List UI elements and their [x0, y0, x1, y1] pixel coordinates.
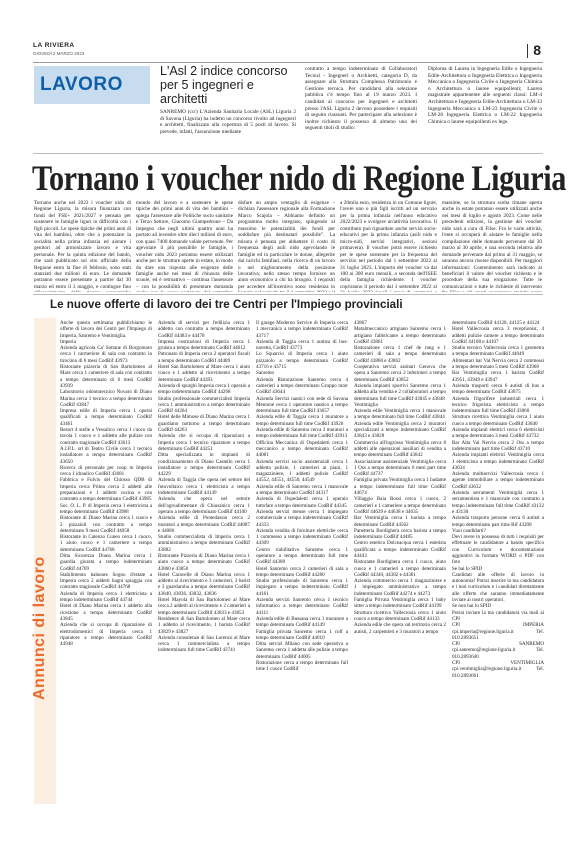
article-col1: Tornano anche nel 2023 i voucher nido di Regione Liguria, la misura finanziata con fondi del FSE+ 2021/2027 e pensata per sostenere le famiglie liguri in difficoltà con i figli piccoli. Le spese tipiche dei primi anni di vita dei bambini, oltre che a potenziare la socialità nella prima infanzia ed aiutare i genitori ad armonizzare lavoro e vita personale. Per la quinta edizione del bando, che sarà pubblicato sul sito ufficiale della Regione entro la fine di febbraio, sono stati stanziati due milioni di euro. Le domande potranno essere presentate a partire dal 30 marzo ed entro il 3 maggio, e contingue fino: [34, 200, 131, 290]
ads-col4: 43867 Metalmeccanico artigiano Sanremo cerca 1 artigiano fabbricante a tempo determinato CodRif 43861 Ristorazione cerca 1 chef de rang e 1 camerieri di sala a tempo determinato CodRif 43860 e 43862 Cooperativa servizi sanitari Genova che opera a Sanremo cerca 2 infermieri a tempo determinato CodRif 43852 Azienda impianti sportivi Sanremo cerca 1 addetta alla vendita e 2 collaboratori a tempo determinato full time CodRif 43845 e 43848 Ventimiglia Azienda edile Ventimiglia cerca 1 manovale a tempo determinato full time CodRif 43844 Azienda edile Ventimiglia cerca 2 muratori specializzati a tempo indeterminato CodRif 43843 e 43828 Commercio all'ingrosso Ventimiglia cerca 8 addetti alle operazioni ausiliari di vendita a tempo determinato CodRif 43842 Associazione assistenziale Ventimiglia cerca 1 Oss a tempo determinato 6 mesi part time CodRif 44737 Famiglia privata Ventimiglia cerca 1 badante a tempo indeterminato full time CodRif 44674 Villaggio Baia Rossi cerca 1 cuoco, 2 camerieri e 1 cameriere a tempo determinato CodRif 44639 e 44638 e 44635 Bar Ventimiglia cerca 1 barista a tempo determinato CodRif 44562 Panetteria Bordighera cerca barista a tempo indeterminato CodRif 44485 Centro estetico Dolceacqua cerca 1 estetista qualificata a tempo indeterminato CodRif 44443 Ristorante Bordighera cerca 1 cuoco, aiuto cuoco e 1 camerieri a tempo determinato CodRif 44340, 44382 e 44361 Azienda commercio cerca 1 magazziniere e 1 impiegato amministrativo a tempo indeterminato CodRif 44274 e 44273 Famiglia Privata Ventimiglia cerca 1 baby sitter a tempo indeterminato CodRif 44199 Struttura ricettiva Vallecrosia cerca 1 aiuto cuoco a tempo determinato CodRif 44133 Azienda edile che opera sul territorio cerca 2 autisti, 2 carpentieri e 3 muratori a tempo: [354, 320, 446, 635]
sidebar-col3: Diploma di Laurea in Ingegneria Edile o Ingegneria Edile-Architettura o Ingegneria Elettrica o Ingegneria Meccanica o Ingegneria Civile o Ingegneria Chimica o Architettura o lauree equipollenti; Laurea magistrale appartenente alle seguenti classi: LM-4 Architettura e Ingegneria Edile-Architettura o LM-33 Ingegneria Meccanica o LM-23 Ingegneria Civile o LM-28 Ingegneria Elettrica o LM-22 Ingegneria Chimica o lauree equipollenti ex lege.: [428, 66, 542, 125]
section-label: LAVORO: [34, 66, 150, 104]
article-col3: disfare un ampio ventaglio di esigenze – dichiara l'assessore regionale alla Formazione Marco Scajola – Abbiamo definito un programma molto integrato, spingendo al massimo le potenzialità dei fondi per soddisfare più destinatari possibile”. La misura è pensata per abbattere il costo di frequenza degli asili nido agevolando le famiglie ed in particolare le donne, allegerite dai carichi familiari, nella ricerca di un lavoro o nel miglioramento della posizione lavorativa; nello stesso tempo fornisce un aiuto economico a chi ha bisogno. I requisiti per accedere all'incentivo sono: residenza in: [238, 200, 335, 290]
main-headline: Tornano i voucher nido di Regione Liguria: [32, 158, 566, 198]
page-number: 8: [533, 42, 541, 58]
vertical-label: Annunci di lavoro: [31, 556, 48, 700]
page-header: [33, 42, 543, 63]
ads-col3: Il garage Moderno Service di Imperia cerca 1 meccanico a tempo indeterminato CodRif 43717 Azienda di Taggia cerca 1 autista di bus-navetta, CodRif 43773 Lo Squarcio di Imperia cerca 1 aiuto pizzaiolo a tempo determinato CodRif 43716 e 43715 Sanremo Azienda Ristorazione Sanremo cerca 4 camerieri a tempo determinato Gruppo tutor CodRif 43644 Azienda Servizi nautici con sede di Savona Mentone cerca 1 operatore nautico a tempo determinato full time CodRif 43657 Azienda edile di Taggia cerca 1 muratore a tempo determinato full time CodRif 43926 Azienda edile di Sanremo cerca 3 muratori a tempo indeterminato full time CodRif 43913 Officina Meccanica di Ospedaletti cerca 1 meccanico a tempo determinato CodRif 44081 Azienda servizi socio assistenziali cerca 1 addetta pulizie, 1 camerieri ai piani, 1 magazziniere, 1 addetti pulizie CodRif 44552, 44551, 44550, 44549 Azienda edile di Sanremo cerca 1 manovale a tempo determinato CodRif 44317 Azienda di Ospedaletti cerca 1 operaio tuttofare a tempo determinato CodRif 44345 Azienda servizi mense cerca 1 impiegato commerciale a tempo indeterminato CodRif 44333 Azienda vendita di forniture elettriche cerca 1 commesso a tempo indeterminato CodRif 44309 Centro riabilitativo Sanremo cerca 1 operatore a tempo determinato full time CodRif 44308 Hotel Sanremo cerca 2 camerieri di sala a tempo determinato CodRif 44280 Studio professionale di Sanremo cerca 1 impiegato a tempo indeterminato CodRif 44161 Azienda servizi Sanremo cerca 1 tecnico informatico a tempo determinato CodRif 44111 Azienda edile di Bussana cerca 1 muratore a tempo determinato CodRif 44149 Famiglia privata Sanremo cerca 1 colf a tempo determinato CodRif 44010 Ditta servizi Milano con sede operativa a Sanremo cerca 1 addetta alle pulizie a tempo determinato CodRif 44005 Ristorazione cerca a tempo determinato full time 1 cuoco CodRif: [256, 320, 348, 673]
divider: [33, 153, 543, 154]
ads-col2: Azienda di servizi per l'edilizia cerca 1 addetto con contratto a tempo determinato CodRif 44483 e 44478 Impresa costruzioni di Imperia cerca 1 gruista a tempo determinato CodRif 44612 Patronato di Imperia cerca 2 operatori fiscali a tempo determinato CodRif 44489 Hotel San Bartolomeo al Mare cerca 1 aiuto cuoco e 1 addetto al ricevimento a tempo determinato CodRif 44393 Azienda di spurghi Imperia cerca 1 operaio a tempo indeterminato CodRif 44268 Studio professionale commercialisti Imperia cerca 1 amministrativo a tempo determinato CodRif 44264 Hotel delle Mimose di Diano Marina cerca 1 guardiano notturno a tempo determinato CodRif 44263 Azienda che si occupa di riparazioni a Imperia cerca 1 tecnico riparatore a tempo determinato CodRif 44251 Ditta specializzata in impianti di condizionamento di Diano Castello cerca 1 installatore a tempo determinato CodRif 44229 Azienda di Taggia che opera nel settore del fotovoltaico cerca 1 elettricista a tempo indeterminato CodRif 44149 Azienda che opera nel settore dell'agroalimentare di Chiusanico cerca 1 operaio a tempo determinato CodRif 44100 Azienda edile di Pontedassio cerca 2 muratori a tempo determinato CodRif 44087 e 44086 Studio commercialista di Imperia cerca 1 amministrativo a tempo determinato CodRif 43882 Ristorante Pizzeria di Diano Marina cerca 1 aiuto cuoco a tempo determinato CodRif 43860 e 43850 Hotel Caravelle di Diano Marina cerca 1 addetto al ricevimento e 3 camerieri, 3 barist e 3 guardaroba a tempo determinato CodRif 43840, 43836, 43832, 43836 Hotel Mayola di San Bartolomeo al Mare cerca 2 addetti al ricevimento e 2 camerieri a tempo determinato CodRif 43833 e 43853 Residence di San Bartolomeo al Mare cerca 1 addetto al ricevimento, 1 barista CodRif 43829 e 43827 Azienda consulenze di San Lorenzo al Mare cerca 1 commercialista a tempo indeterminato full time CodRif 43741: [158, 320, 250, 654]
ads-headline: Le nuove offerte di lavoro dei tre Centri per l'Impiego provinciali: [50, 298, 403, 311]
sidebar-col1: SANREMO (ccr) L'Azienda Sanitaria Locale (ASL) Liguria 2 di Savona (Liguria) ha indetto un concorso rivolto ad ingegneri e architetti, finalizzato alla copertura di 5 posti di lavoro. Si prevede, infatti, l'assunzione mediante: [160, 109, 296, 136]
issue-date: GIOVEDÌ 2 MARZO 2023: [33, 51, 85, 56]
sidebar-col2: contratto a tempo indeterminato di Collaboratori Tecnici - Ingegneri o Architetti, categoria D, da assegnare alla Struttura Complessa Patrimonio e Gestione tecnica. Per candidarsi alla selezione pubblica c'è tempo fino al 19 marzo 2023. I candidati al concorso per ingegneri e architetti presso l'ASL Liguria 2 devono possedere i requisiti di seguito riassunti. Per partecipare alla selezione è inoltre richiesto il possesso di almeno uno dei seguenti titoli di studio:: [305, 66, 417, 132]
ads-col5: determinato CodRif 44128, 44125 e 44124 Hotel Vallecrosia cerca 3 receptionist, 4 addetti pulizie camere a tempo determinato CodRif 44108 e 44107 Studio tecnico Vallecrosia cerca 1 geometra a tempo determinato CodRif 44049 Alimentari bar Val Nervia cerca 2 commessi a tempo determinato 5 mesi CodRif 43968 Bar Ventimiglia cerca 1 barista CodRif 43951, 43949 e 43947 Azienda trasporti cerca 6 autisti di bus a tempo determinato CodRif 43875 Azienda frigorifere industriali cerca 1 tecnico frigorista elettricista a tempo indeterminato full time CodRif 43860 Struttura ricettiva Ventimiglia cerca 1 aiuto cuoco a tempo determinato CodRif 43840 Azienda impianti elettrici cerca 6 elettricisti a tempo determinato 3 mesi CodRif 43732 Bar Alta Val Nervia cerca 2 Oss a tempo indeterminato part time CodRif 43710 Azienda impianti elettrici Ventimiglia cerca 1 elettricista a tempo indeterminato CodRif 43634 Azienda multiservizi Vallecrosia cerca 1 agente immobiliare a tempo indeterminato CodRif 43632 Azienda serramenti Ventimiglia cerca 1 serramentista e 1 manovale con contratto a tempo indeterminato full time CodRif 43132 e 43130 Azienda trasporto persone cerca 6 autisti a tempo determinato part time Rif 43208 Vuoi candidarti? Devi avere in possesso di tutti i requisiti per effettuare le candidature a bando specifico con Curriculum e documentazione aggiuntivi in formato WORD o PDF con foto Se hai lo SPID Candidati alle offerte di lavoro in autonomia! Potrai inserire la tua candidatura e i tuoi curriculum e i candidati direttamente alle offerte che saranno immediatamente inviate ai nostri operatori. Se non hai lo SPID Potrai inviare la tua candidatura via mail ai CPI CPI IMPERIA cpi.imperia@regione.liguria.it Tel. 010.2893651 CPI SANREMO cpi.sanremo@regione.liguria.it Tel. 010.2893640 CPI VENTIMIGLIA cpi.ventimiglia@regione.liguria.it Tel. 010.2893661: [452, 320, 544, 679]
divider: [33, 294, 543, 295]
sidebar-title: L'Asl 2 indice concorso per 5 ingegneri e architetti: [160, 64, 288, 106]
sidebar-article: [160, 64, 296, 136]
article-col4: a 20mila euro, residenza in un Comune ligure, l'avere uno o più figli iscritti ad un servizio per la prima infanzia nell'anno educativo 2022/2023 e svolgere un'attività lavorativa. Il contributo può riguardare anche servizi socio-educativi per la prima infanzia (asili nido e micro-nidi, servizi integrativi, sezioni primavera). Il voucher potrà essere richiesto per le spese sostenute per la frequenza del servizio nel periodo dal 1 settembre 2022 al 31 luglio 2023. L'importo del voucher va dai 100 ai 300 euro mensili, a seconda dell'ISEE della famiglia richiedente. I voucher copriranno il periodo dal 1 settembre 2022 al: [340, 200, 437, 290]
article-col5: massime, se la struttura scelta rimane aperta anche in estate potranno essere utilizzati anche nei mesi di luglio e agosto 2023. Come nelle precedenti edizioni, la gestione dei voucher nido sarà a cura di Filse. Fra le varie attività, l'ente si occuperà di aiutare le famiglie nella compilazione delle domande pervenute dal 30 marzo al 30 aprile, e una seconda relativa alle domande pervenute dal primo al 31 maggio, se saranno ancora risorse disponibili. Per maggiori informazioni: Contenimento sarà indicato ai beneficiari il valore del voucher richiesto e le procedure della sua erogazione. Tutte le comunicazioni e tutte le richieste di intervento: [442, 200, 542, 290]
ads-col1: Anche questa settimana pubblichiamo le offerte di lavoro dei Centri per l'Impiego di Imperia, Sanremo e Ventimiglia. Imperia Azienda agricola Ca' Sottane di Borgomaro cerca 1 carmeriere di sala con contratto in tirocinio di 6 mesi CodRif 43973 Ristorante pizzeria di San Bartolomeo al Mare cerca 1 cameriere di sala con contratto a tempo determinato di 6 mesi CodRif 43939 Laboratorio odontotecnico Novaro di Diano Marina cerca 1 tecnico a tempo determinato CodRif 43847 Impresa edile di Imperia cerca 1 operai qualificati a tempo determinato CodRif 43461 Resort 4 stelle a Vessalico cerca 1 cuoco da tavola 1 cuoco e 1 addetto alle pulizie con contratto stagionale CodRif 43613 A.I.P.L. srl di Teatro Civile cerca 1 tecnico installatore a tempo determinato CodRif 43650 Ricerca di personale per coop in Imperia cerca 1 idraulico CodRif 43681 Fabbrica e Fulvio del Chiosso QDB di Imperia cerca Primo cerca 2 addetti alle preparazioni e 1 addetti cucina e con contratto a tempo determinato CodRif 43985 Soc. O. L. P. di Imperia cerca 1 elettricista a tempo determinato CodRif 43988 Ristorante di Diano Marina cerca 1 cuoco e 2 pizzaioli con contratto a tempo determinato 9 mesi CodRif 44058 Ristorante in Calenzo Cuneo cerca 1 cuoco, 1 aiuto cuoco e 1 cameriere a tempo determinato CodRif 44768 Ditta Sicurezza Diano Marina cerca 1 guardia giurata a tempo indeterminato CodRif 44769 Stabilimento balneare Sogno d'estate a Imperia cerca 2 addetti bagni spiaggia con contratto stagionale CodRif 44768 Azienda di Imperia cerca 1 elettricista a tempo indeterminato CodRif 44744 Hotel di Diano Marina cerca 1 addetto alla ricezione a tempo determinato CodRif 43845 Azienda che si occupa di riparazione di elettrodomestici di Imperia cerca 1 riparatore a tempo determinato CodRif 44948: [60, 320, 152, 648]
newspaper-logo: LA RIVIERA: [33, 42, 75, 49]
article-col2: mondo del lavoro e a sostenere le spese tipiche dei primi anni di vita dei bambini – spiega l'assessore alle Politiche socio sanitarie e Terzo Settore, Giacomo Giampedrone – Da impegno che negli ultimi quattro anni ha portato ad investire oltre dieci milioni di euro, con quasi 7400 domande valide pervenute. Per agevolare il più possibile le famiglie, i voucher nido 2023 potranno essere utilizzati anche per le strutture aperte in estate, in modo da dare una risposta alle esigenze delle famiglie anche nei mesi di chiusura delle scuole, ed è retroattivo – continua l'assessore – con la possibilità di presentare domanda: [136, 200, 233, 290]
